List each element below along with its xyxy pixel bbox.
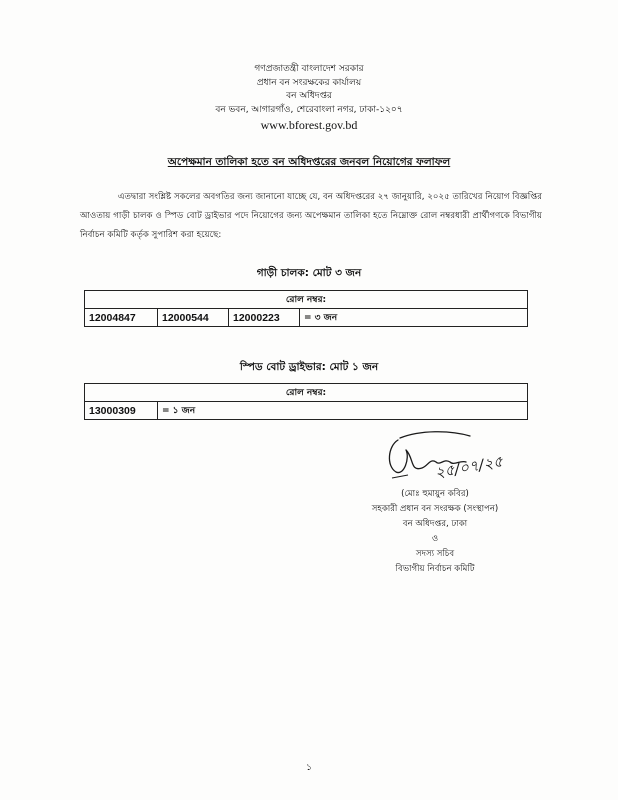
signatory-block <box>340 487 530 577</box>
notice-title: অপেক্ষমান তালিকা হতে বন অধিদপ্তরের জনবল নিয়োগের ফলাফল <box>167 156 451 168</box>
notice-paragraph-text: এতদ্বারা সংশ্লিষ্ট সকলের অবগতির জন্য জানানো যাচ্ছে যে, বন অধিদপ্তরের ২৭ জানুয়ারি, ২০২৫ তারিখের নিয়োগ বিজ্ঞপ্তির আওতায় গাড়ী চালক ও স্পিড বোট ড্রাইভার পদে নিয়োগের জন্য অপেক্ষমান তালিকা হতে নিম্নোক্ত রোল নম্বরধারী প্রার্থীগণকে বিভাগীয় নির্বাচন কমিটি কর্তৃক সুপারিশ করা হয়েছে: <box>80 192 542 240</box>
signature-date: ২৫/০৭/২৫ <box>433 452 505 482</box>
letterhead <box>0 63 618 134</box>
roll-number-cell: 13000309 <box>85 402 158 420</box>
government-name: গণপ্রজাতন্ত্রী বাংলাদেশ সরকার <box>254 64 364 74</box>
speedboat-roll-table <box>84 383 528 420</box>
roll-number-cell: 12004847 <box>85 309 158 327</box>
handwritten-signature <box>370 428 510 488</box>
driver-roll-table <box>84 290 528 327</box>
signatory-conjunction: ও <box>431 534 439 544</box>
website-link[interactable]: www.bforest.gov.bd <box>260 118 358 132</box>
office-name: প্রধান বন সংরক্ষকের কার্যালয় <box>256 77 362 88</box>
signatory-office: বন অধিদপ্তর, ঢাকা <box>402 519 468 529</box>
signatory-committee: বিভাগীয় নির্বাচন কমিটি <box>395 564 475 574</box>
table-row <box>85 402 528 420</box>
roll-table-header: রোল নম্বর: <box>85 291 528 309</box>
department-name: বন অধিদপ্তর <box>286 91 332 101</box>
section-speedboat-title: স্পিড বোট ড্রাইভার: মোট ১ জন <box>239 361 379 373</box>
roll-table-header: রোল নম্বর: <box>85 384 528 402</box>
page-number: ১ <box>306 763 312 773</box>
signatory-designation: সহকারী প্রধান বন সংরক্ষক (সংস্থাপন) <box>371 504 499 514</box>
roll-number-cell: 12000223 <box>229 309 300 327</box>
section-driver-title: গাড়ী চালক: মোট ৩ জন <box>256 267 362 279</box>
signatory-name: (মোঃ হুমায়ুন কবির) <box>401 489 469 499</box>
office-address: বন ভবন, আগারগাঁও, শেরেবাংলা নগর, ঢাকা-১২০৭ <box>215 104 403 115</box>
signatory-role: সদস্য সচিব <box>415 549 455 559</box>
notice-paragraph <box>80 188 542 245</box>
table-row <box>85 309 528 327</box>
roll-total-cell: = ১ জন <box>158 402 528 420</box>
roll-total-cell: = ৩ জন <box>300 309 528 327</box>
roll-number-cell: 12000544 <box>158 309 229 327</box>
